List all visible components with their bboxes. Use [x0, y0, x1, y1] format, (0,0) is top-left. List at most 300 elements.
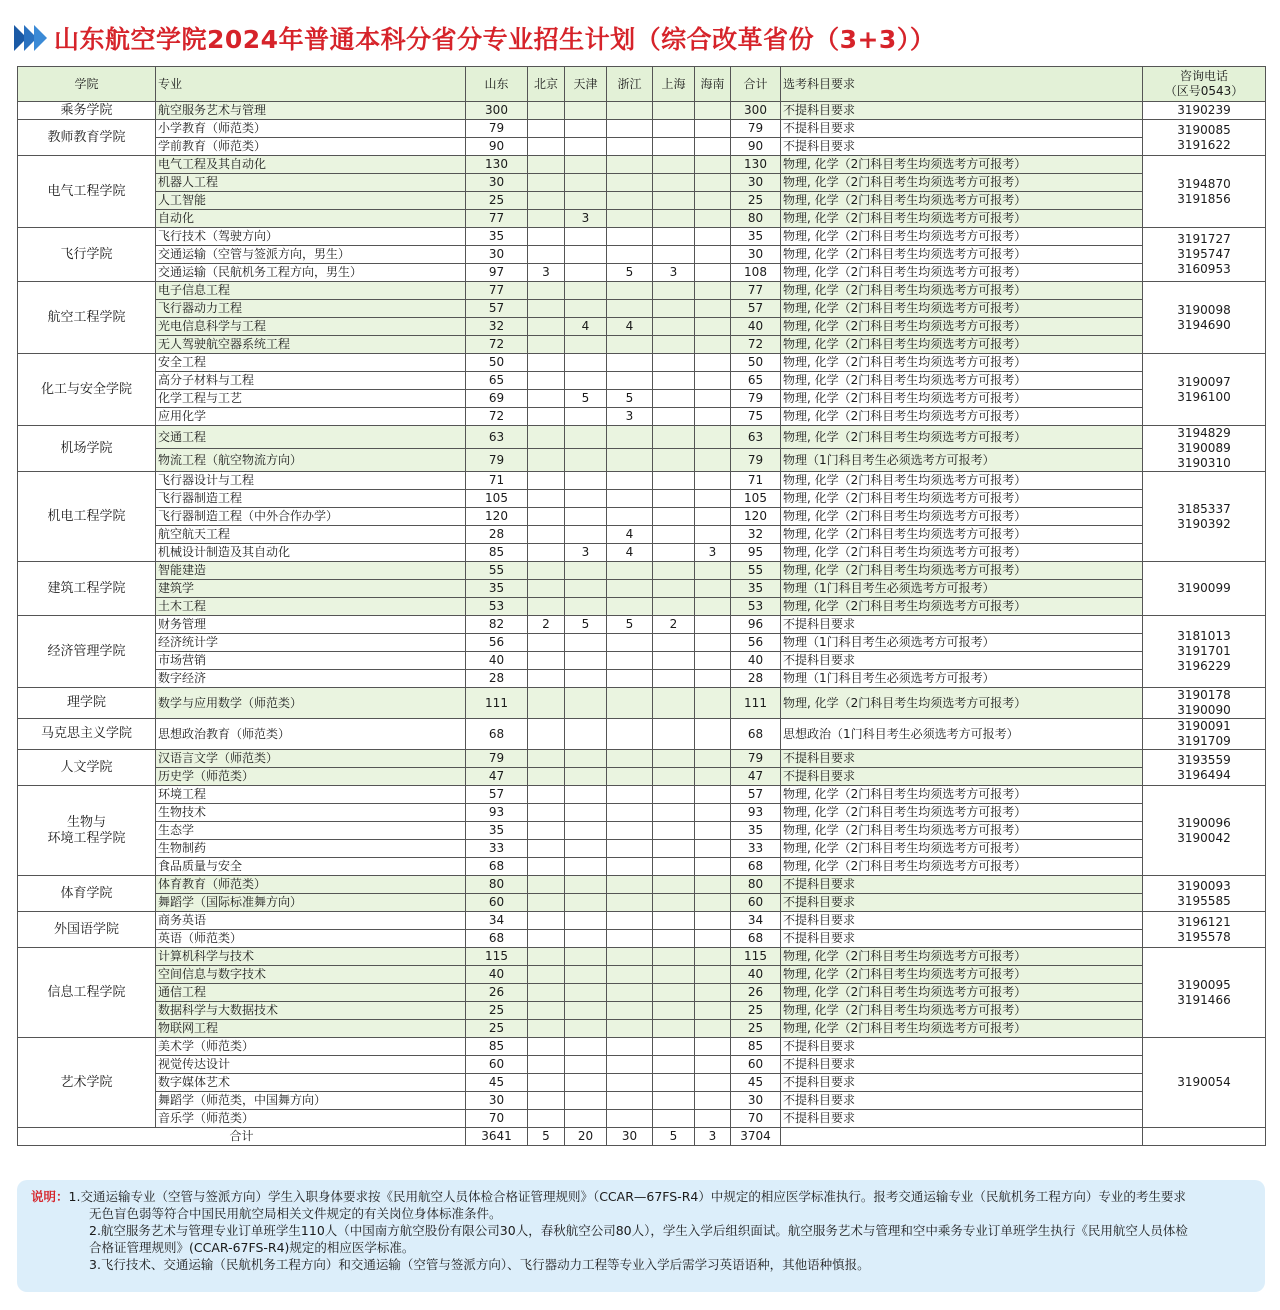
total-cell: 35 — [731, 580, 781, 598]
college-cell: 体育学院 — [18, 876, 156, 912]
subject-requirement-cell: 物理, 化学（2门科目考生均须选考方可报考） — [781, 858, 1143, 876]
hainan-cell — [695, 894, 731, 912]
phone-number: 3190089 — [1177, 441, 1231, 455]
total-cell: 105 — [731, 490, 781, 508]
major-cell: 自动化 — [156, 210, 466, 228]
tianjin-cell — [565, 580, 607, 598]
major-cell: 计算机科学与技术 — [156, 948, 466, 966]
table-row — [18, 300, 1266, 318]
shanghai-cell — [653, 840, 695, 858]
table-row — [18, 449, 1266, 472]
shandong-cell: 85 — [466, 1038, 528, 1056]
zhejiang-cell — [607, 948, 653, 966]
page-title: 山东航空学院2024年普通本科分省分专业招生计划（综合改革省份（3+3）） — [54, 25, 936, 54]
shanghai-cell — [653, 580, 695, 598]
header-total: 合计 — [731, 67, 781, 102]
major-cell: 财务管理 — [156, 616, 466, 634]
tianjin-cell — [565, 120, 607, 138]
shanghai-cell — [653, 912, 695, 930]
tianjin-cell — [565, 282, 607, 300]
total-value-cell: 5 — [653, 1128, 695, 1146]
shandong-cell: 25 — [466, 1020, 528, 1038]
shandong-cell: 72 — [466, 336, 528, 354]
total-cell: 130 — [731, 156, 781, 174]
total-value-cell: 3704 — [731, 1128, 781, 1146]
beijing-cell — [528, 750, 565, 768]
total-row — [18, 1128, 1266, 1146]
table-row — [18, 652, 1266, 670]
hainan-cell — [695, 948, 731, 966]
hainan-cell — [695, 192, 731, 210]
tianjin-cell — [565, 264, 607, 282]
beijing-cell — [528, 472, 565, 490]
zhejiang-cell — [607, 804, 653, 822]
zhejiang-cell — [607, 858, 653, 876]
header-hainan: 海南 — [695, 67, 731, 102]
major-cell: 飞行器动力工程 — [156, 300, 466, 318]
zhejiang-cell — [607, 138, 653, 156]
tianjin-cell — [565, 768, 607, 786]
total-cell: 35 — [731, 228, 781, 246]
zhejiang-cell — [607, 174, 653, 192]
hainan-cell — [695, 426, 731, 449]
shanghai-cell — [653, 670, 695, 688]
shanghai-cell — [653, 786, 695, 804]
shandong-cell: 77 — [466, 282, 528, 300]
tianjin-cell — [565, 984, 607, 1002]
zhejiang-cell — [607, 652, 653, 670]
beijing-cell — [528, 282, 565, 300]
major-cell: 商务英语 — [156, 912, 466, 930]
shandong-cell: 90 — [466, 138, 528, 156]
table-row — [18, 750, 1266, 768]
shanghai-cell — [653, 490, 695, 508]
total-cell: 40 — [731, 318, 781, 336]
hainan-cell — [695, 688, 731, 719]
total-cell: 65 — [731, 372, 781, 390]
subject-requirement-cell: 物理, 化学（2门科目考生均须选考方可报考） — [781, 804, 1143, 822]
table-row — [18, 786, 1266, 804]
table-row — [18, 616, 1266, 634]
tianjin-cell — [565, 1038, 607, 1056]
tianjin-cell — [565, 750, 607, 768]
hainan-cell — [695, 719, 731, 750]
table-row — [18, 768, 1266, 786]
phone-number: 3190097 — [1177, 374, 1231, 389]
subject-requirement-cell: 不提科目要求 — [781, 876, 1143, 894]
major-cell: 物联网工程 — [156, 1020, 466, 1038]
shanghai-cell — [653, 1056, 695, 1074]
phone-cell — [1143, 1038, 1266, 1128]
shandong-cell: 34 — [466, 912, 528, 930]
beijing-cell — [528, 948, 565, 966]
shandong-cell: 60 — [466, 1056, 528, 1074]
enrollment-plan-table — [17, 66, 1266, 1146]
beijing-cell — [528, 786, 565, 804]
subject-requirement-cell: 不提科目要求 — [781, 652, 1143, 670]
beijing-cell — [528, 984, 565, 1002]
major-cell: 小学教育（师范类） — [156, 120, 466, 138]
zhejiang-cell: 5 — [607, 264, 653, 282]
phone-number: 3190239 — [1177, 103, 1231, 117]
zhejiang-cell — [607, 472, 653, 490]
header-college: 学院 — [18, 67, 156, 102]
beijing-cell — [528, 246, 565, 264]
subject-requirement-cell: 物理, 化学（2门科目考生均须选考方可报考） — [781, 508, 1143, 526]
shandong-cell: 35 — [466, 822, 528, 840]
beijing-cell — [528, 930, 565, 948]
phone-cell — [1143, 472, 1266, 562]
phone-number: 3194870 — [1177, 176, 1231, 191]
zhejiang-cell — [607, 156, 653, 174]
phone-number: 3190099 — [1177, 581, 1231, 595]
subject-requirement-cell: 思想政治（1门科目考生必须选考方可报考） — [781, 719, 1143, 750]
shandong-cell: 53 — [466, 598, 528, 616]
phone-number: 3190098 — [1177, 302, 1231, 317]
zhejiang-cell — [607, 336, 653, 354]
total-cell: 30 — [731, 246, 781, 264]
shanghai-cell — [653, 449, 695, 472]
major-cell: 生态学 — [156, 822, 466, 840]
phone-number: 3191622 — [1177, 137, 1231, 152]
table-row — [18, 210, 1266, 228]
hainan-cell — [695, 354, 731, 372]
shandong-cell: 28 — [466, 526, 528, 544]
hainan-cell — [695, 966, 731, 984]
shandong-cell: 30 — [466, 174, 528, 192]
table-row — [18, 598, 1266, 616]
tianjin-cell — [565, 876, 607, 894]
major-cell: 土木工程 — [156, 598, 466, 616]
major-cell: 交通工程 — [156, 426, 466, 449]
tianjin-cell — [565, 804, 607, 822]
total-cell: 79 — [731, 120, 781, 138]
subject-requirement-cell: 物理（1门科目考生必须选考方可报考） — [781, 580, 1143, 598]
major-cell: 舞蹈学（师范类，中国舞方向） — [156, 1092, 466, 1110]
shandong-cell: 33 — [466, 840, 528, 858]
hainan-cell — [695, 768, 731, 786]
header-area-code: （区号0543） — [1164, 84, 1244, 98]
table-row — [18, 966, 1266, 984]
phone-number: 3194829 — [1177, 426, 1231, 440]
beijing-cell — [528, 390, 565, 408]
zhejiang-cell — [607, 598, 653, 616]
shandong-cell: 68 — [466, 858, 528, 876]
hainan-cell — [695, 786, 731, 804]
subject-requirement-cell: 不提科目要求 — [781, 102, 1143, 120]
table-header-row — [18, 67, 1266, 102]
hainan-cell — [695, 526, 731, 544]
shanghai-cell — [653, 768, 695, 786]
shandong-cell: 79 — [466, 449, 528, 472]
total-cell: 55 — [731, 562, 781, 580]
total-cell: 35 — [731, 822, 781, 840]
hainan-cell — [695, 1038, 731, 1056]
shanghai-cell — [653, 156, 695, 174]
phone-cell — [1143, 688, 1266, 719]
major-cell: 电气工程及其自动化 — [156, 156, 466, 174]
zhejiang-cell — [607, 912, 653, 930]
beijing-cell — [528, 580, 565, 598]
zhejiang-cell: 4 — [607, 318, 653, 336]
total-empty-cell — [781, 1128, 1143, 1146]
note-line: 3.飞行技术、交通运输（民航机务工程方向）和交通运输（空管与签派方向）、飞行器动力工程等专业入学后需学习英语语种，其他语种慎报。 — [89, 1257, 870, 1272]
shandong-cell: 69 — [466, 390, 528, 408]
subject-requirement-cell: 物理, 化学（2门科目考生均须选考方可报考） — [781, 246, 1143, 264]
total-cell: 50 — [731, 354, 781, 372]
total-cell: 68 — [731, 858, 781, 876]
table-row — [18, 472, 1266, 490]
subject-requirement-cell: 物理, 化学（2门科目考生均须选考方可报考） — [781, 300, 1143, 318]
subject-requirement-cell: 不提科目要求 — [781, 1038, 1143, 1056]
total-cell: 30 — [731, 174, 781, 192]
beijing-cell — [528, 840, 565, 858]
phone-number: 3190085 — [1177, 122, 1231, 137]
shanghai-cell — [653, 1110, 695, 1128]
shanghai-cell — [653, 1020, 695, 1038]
header-tianjin: 天津 — [565, 67, 607, 102]
hainan-cell — [695, 390, 731, 408]
total-value-cell: 3 — [695, 1128, 731, 1146]
phone-number: 3190090 — [1177, 703, 1231, 717]
table-row — [18, 426, 1266, 449]
subject-requirement-cell: 物理, 化学（2门科目考生均须选考方可报考） — [781, 228, 1143, 246]
tianjin-cell — [565, 336, 607, 354]
subject-requirement-cell: 物理, 化学（2门科目考生均须选考方可报考） — [781, 544, 1143, 562]
beijing-cell — [528, 768, 565, 786]
phone-number: 3193559 — [1177, 752, 1231, 767]
shanghai-cell — [653, 228, 695, 246]
subject-requirement-cell: 物理, 化学（2门科目考生均须选考方可报考） — [781, 264, 1143, 282]
table-row — [18, 526, 1266, 544]
college-cell: 信息工程学院 — [18, 948, 156, 1038]
table-row — [18, 1110, 1266, 1128]
shanghai-cell — [653, 894, 695, 912]
major-cell: 数字经济 — [156, 670, 466, 688]
note-line: 2.航空服务艺术与管理专业订单班学生110人（中国南方航空股份有限公司30人，春秋航空公司80人），学生入学后组织面试。航空服务艺术与管理和空中乘务专业订单班学生执行《民用航空人员体检 — [89, 1223, 1188, 1238]
phone-number: 3194690 — [1177, 317, 1231, 332]
table-row — [18, 192, 1266, 210]
subject-requirement-cell: 物理, 化学（2门科目考生均须选考方可报考） — [781, 526, 1143, 544]
hainan-cell — [695, 822, 731, 840]
tianjin-cell — [565, 472, 607, 490]
major-cell: 视觉传达设计 — [156, 1056, 466, 1074]
phone-cell — [1143, 102, 1266, 120]
shandong-cell: 68 — [466, 930, 528, 948]
beijing-cell — [528, 1110, 565, 1128]
shandong-cell: 130 — [466, 156, 528, 174]
shandong-cell: 30 — [466, 246, 528, 264]
shanghai-cell — [653, 408, 695, 426]
shanghai-cell — [653, 372, 695, 390]
subject-requirement-cell: 物理, 化学（2门科目考生均须选考方可报考） — [781, 192, 1143, 210]
phone-number: 3190054 — [1177, 1075, 1231, 1089]
table-row — [18, 544, 1266, 562]
hainan-cell — [695, 930, 731, 948]
zhejiang-cell — [607, 670, 653, 688]
phone-number: 3190042 — [1177, 830, 1231, 845]
shanghai-cell — [653, 598, 695, 616]
tianjin-cell — [565, 246, 607, 264]
shandong-cell: 26 — [466, 984, 528, 1002]
hainan-cell — [695, 840, 731, 858]
zhejiang-cell — [607, 102, 653, 120]
shandong-cell: 300 — [466, 102, 528, 120]
shanghai-cell — [653, 750, 695, 768]
shanghai-cell — [653, 966, 695, 984]
total-cell: 53 — [731, 598, 781, 616]
phone-number: 3196121 — [1177, 914, 1231, 929]
beijing-cell — [528, 652, 565, 670]
shanghai-cell — [653, 634, 695, 652]
college-cell: 建筑工程学院 — [18, 562, 156, 616]
hainan-cell: 3 — [695, 544, 731, 562]
hainan-cell — [695, 876, 731, 894]
shandong-cell: 105 — [466, 490, 528, 508]
subject-requirement-cell: 不提科目要求 — [781, 768, 1143, 786]
major-cell: 体育教育（师范类） — [156, 876, 466, 894]
notes-box — [17, 1180, 1265, 1292]
subject-requirement-cell: 物理, 化学（2门科目考生均须选考方可报考） — [781, 984, 1143, 1002]
tianjin-cell — [565, 598, 607, 616]
tianjin-cell — [565, 228, 607, 246]
header-shandong: 山东 — [466, 67, 528, 102]
total-cell: 30 — [731, 1092, 781, 1110]
chevron-right-icon — [14, 25, 44, 51]
total-value-cell: 20 — [565, 1128, 607, 1146]
total-cell: 75 — [731, 408, 781, 426]
table-row — [18, 1074, 1266, 1092]
shanghai-cell: 2 — [653, 616, 695, 634]
shanghai-cell — [653, 336, 695, 354]
zhejiang-cell — [607, 984, 653, 1002]
hainan-cell — [695, 1074, 731, 1092]
college-cell: 教师教育学院 — [18, 120, 156, 156]
total-cell: 60 — [731, 1056, 781, 1074]
hainan-cell — [695, 490, 731, 508]
shanghai-cell — [653, 390, 695, 408]
shandong-cell: 65 — [466, 372, 528, 390]
total-cell: 26 — [731, 984, 781, 1002]
tianjin-cell — [565, 1056, 607, 1074]
beijing-cell — [528, 192, 565, 210]
beijing-cell — [528, 318, 565, 336]
notes-label: 说明： — [31, 1189, 69, 1204]
zhejiang-cell — [607, 210, 653, 228]
tianjin-cell — [565, 1002, 607, 1020]
subject-requirement-cell: 物理, 化学（2门科目考生均须选考方可报考） — [781, 966, 1143, 984]
total-cell: 95 — [731, 544, 781, 562]
subject-requirement-cell: 物理, 化学（2门科目考生均须选考方可报考） — [781, 372, 1143, 390]
major-cell: 化学工程与工艺 — [156, 390, 466, 408]
hainan-cell — [695, 508, 731, 526]
hainan-cell — [695, 984, 731, 1002]
phone-cell — [1143, 750, 1266, 786]
college-cell: 机场学院 — [18, 426, 156, 472]
total-cell: 111 — [731, 688, 781, 719]
total-cell: 79 — [731, 750, 781, 768]
beijing-cell — [528, 804, 565, 822]
shandong-cell: 50 — [466, 354, 528, 372]
hainan-cell — [695, 472, 731, 490]
title-bar — [14, 16, 935, 60]
tianjin-cell — [565, 426, 607, 449]
shandong-cell: 72 — [466, 408, 528, 426]
zhejiang-cell — [607, 490, 653, 508]
beijing-cell: 2 — [528, 616, 565, 634]
subject-requirement-cell: 不提科目要求 — [781, 1056, 1143, 1074]
hainan-cell — [695, 580, 731, 598]
zhejiang-cell — [607, 449, 653, 472]
header-major: 专业 — [156, 67, 466, 102]
total-cell: 71 — [731, 472, 781, 490]
tianjin-cell — [565, 930, 607, 948]
table-body — [18, 102, 1266, 1146]
table-row — [18, 634, 1266, 652]
beijing-cell — [528, 719, 565, 750]
shanghai-cell — [653, 426, 695, 449]
tianjin-cell — [565, 526, 607, 544]
zhejiang-cell — [607, 246, 653, 264]
subject-requirement-cell: 物理, 化学（2门科目考生均须选考方可报考） — [781, 1002, 1143, 1020]
shanghai-cell — [653, 138, 695, 156]
shanghai-cell — [653, 1092, 695, 1110]
subject-requirement-cell: 物理（1门科目考生必须选考方可报考） — [781, 634, 1143, 652]
table-row — [18, 246, 1266, 264]
tianjin-cell — [565, 508, 607, 526]
table-row — [18, 408, 1266, 426]
zhejiang-cell — [607, 876, 653, 894]
total-cell: 93 — [731, 804, 781, 822]
tianjin-cell — [565, 1074, 607, 1092]
beijing-cell — [528, 912, 565, 930]
shanghai-cell — [653, 318, 695, 336]
tianjin-cell — [565, 408, 607, 426]
tianjin-cell — [565, 354, 607, 372]
table-row — [18, 138, 1266, 156]
phone-number: 3190310 — [1177, 456, 1231, 470]
total-cell: 68 — [731, 719, 781, 750]
phone-number: 3190392 — [1177, 516, 1231, 531]
college-cell: 乘务学院 — [18, 102, 156, 120]
shandong-cell: 85 — [466, 544, 528, 562]
total-cell: 96 — [731, 616, 781, 634]
zhejiang-cell: 4 — [607, 526, 653, 544]
tianjin-cell — [565, 948, 607, 966]
table-row — [18, 390, 1266, 408]
table-row — [18, 1002, 1266, 1020]
shandong-cell: 77 — [466, 210, 528, 228]
tianjin-cell: 3 — [565, 210, 607, 228]
shanghai-cell — [653, 804, 695, 822]
beijing-cell — [528, 1092, 565, 1110]
major-cell: 思想政治教育（师范类） — [156, 719, 466, 750]
shandong-cell: 25 — [466, 1002, 528, 1020]
zhejiang-cell: 3 — [607, 408, 653, 426]
total-cell: 79 — [731, 390, 781, 408]
total-cell: 70 — [731, 1110, 781, 1128]
hainan-cell — [695, 652, 731, 670]
major-cell: 航空服务艺术与管理 — [156, 102, 466, 120]
total-cell: 120 — [731, 508, 781, 526]
tianjin-cell: 5 — [565, 390, 607, 408]
shanghai-cell — [653, 1038, 695, 1056]
subject-requirement-cell: 不提科目要求 — [781, 912, 1143, 930]
major-cell: 光电信息科学与工程 — [156, 318, 466, 336]
beijing-cell — [528, 426, 565, 449]
phone-number: 3196229 — [1177, 659, 1231, 673]
zhejiang-cell — [607, 426, 653, 449]
